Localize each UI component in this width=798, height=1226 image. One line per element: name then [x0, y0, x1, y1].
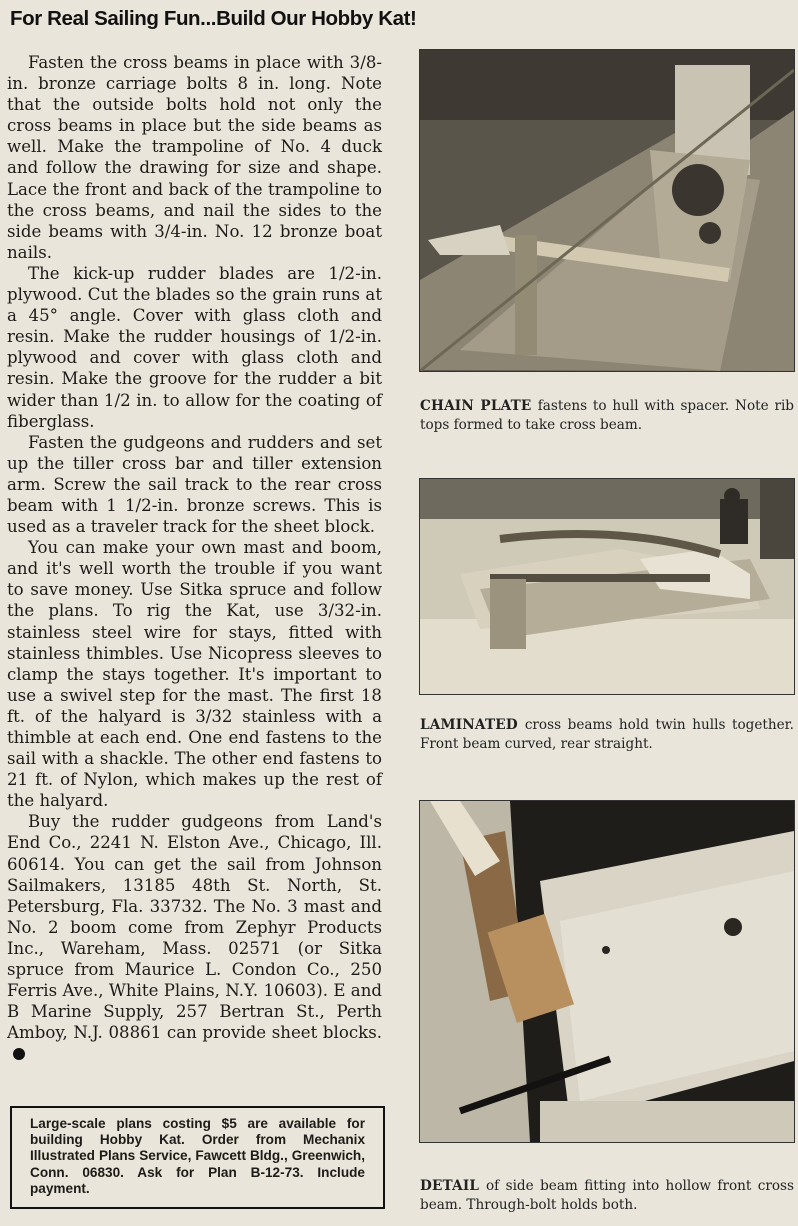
caption-lead: LAMINATED [420, 717, 518, 733]
caption-text: fastens to hull with spacer. Note rib tops formed to take cross beam. [420, 398, 795, 433]
article-title: For Real Sailing Fun...Build Our Hobby Kat! [10, 7, 417, 30]
caption-text: cross beams hold twin hulls together. Front beam curved, rear straight. [420, 717, 794, 752]
body-paragraph: You can make your own mast and boom, and it's well worth the trouble if you want to save money. Use Sitka spruce and follow the plans. To rig the Kat, use 3/32-in. stainless steel wire for stays, fitted with stainless thimbles. Use Nicopress sleeves to clamp the stays together. It's important to use a swivel step for the mast. The first 18 ft. of the halyard is 3/32 stainless with a thimble at each end. One end fastens to the sail with a shackle. The other end fastens to 21 ft. of Nylon, which makes up the rest of the halyard. [7, 538, 382, 811]
plans-offer-box: Large-scale plans costing $5 are available for building Hobby Kat. Order from Mechanix Illustrated Plans Service, Fawcett Bldg., Greenwich, Conn. 06830. Ask for Plan B-12-73. Include payment. [10, 1106, 385, 1209]
end-mark-icon [13, 1048, 25, 1060]
photo-caption [420, 397, 794, 434]
body-paragraph [7, 811, 382, 1064]
caption-text: of side beam fitting into hollow front cross beam. Through-bolt holds both. [420, 1178, 794, 1213]
twin-hulls-photo [419, 478, 795, 695]
hull-chain-plate-photo [419, 49, 795, 372]
caption-lead: DETAIL [420, 1178, 480, 1194]
side-beam-detail-photo [419, 800, 795, 1143]
body-paragraph-text: Buy the rudder gudgeons from Land's End Co., 2241 N. Elston Ave., Chicago, Ill. 60614. You can get the sail from Johnson Sailmakers, 13185 48th St. North, St. Petersburg, Fla. 33732. The No. 3 mast and No. 2 boom come from Zephyr Products Inc., Wareham, Mass. 02571 (or Sitka spruce from Maurice L. Condon Co., 250 Ferris Ave., White Plains, N.Y. 10603). E and B Marine Supply, 257 Bertran St., Perth Amboy, N.J. 08861 can provide sheet blocks. [7, 812, 382, 1043]
body-paragraph: Fasten the cross beams in place with 3/8-in. bronze carriage bolts 8 in. long. Note that the outside bolts hold not only the cross beams in place but the side beams as well. Make the trampoline of No. 4 duck and follow the drawing for size and shape. Lace the front and back of the trampoline to the cross beams, and nail the sides to the side beams with 3/4-in. No. 12 bronze boat nails. [7, 53, 382, 262]
caption-lead: CHAIN PLATE [420, 398, 532, 414]
photo-caption [420, 1177, 794, 1214]
photo-caption [420, 716, 794, 753]
body-paragraph: Fasten the gudgeons and rudders and set up the tiller cross bar and tiller extension arm. Screw the sail track to the rear cross beam with 1 1/2-in. bronze screws. This is used as a traveler track for the sheet block. [7, 432, 382, 537]
body-paragraph: The kick-up rudder blades are 1/2-in. plywood. Cut the blades so the grain runs at a 45° angle. Cover with glass cloth and resin. Make the rudder housings of 1/2-in. plywood and cover with glass cloth and resin. Make the groove for the rudder a bit wider than 1/2 in. to allow for the coating of fiberglass. [7, 263, 382, 431]
article-body [7, 52, 382, 1065]
